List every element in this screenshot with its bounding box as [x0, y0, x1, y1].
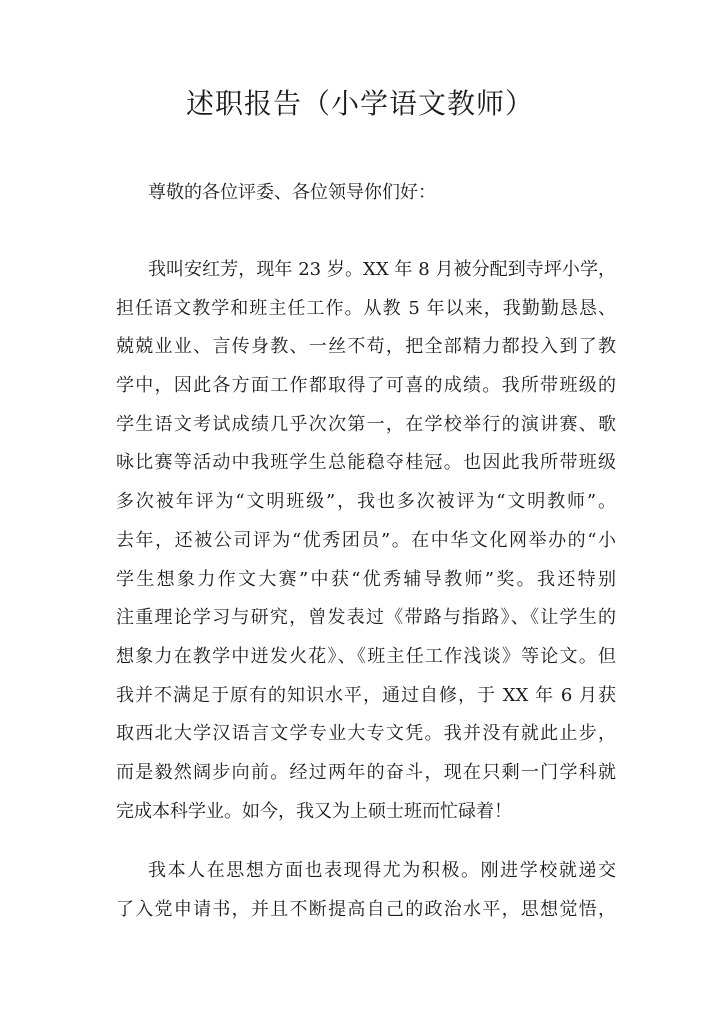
paragraph-line: 多次被年评为“文明班级”，我也多次被评为“文明教师”。 — [116, 491, 616, 513]
paragraph-line: 我叫安红芳，现年 23 岁。XX 年 8 月被分配到寺坪小学， — [148, 259, 616, 280]
paragraph-1 — [116, 251, 616, 831]
paragraph-line: 注重理论学习与研究，曾发表过《带路与指路》、《让学生的 — [116, 607, 616, 629]
paragraph-line: 想象力在教学中迸发火花》、《班主任工作浅谈》等论文。但 — [116, 645, 616, 667]
paragraph-line: 完成本科学业。如今，我又为上硕士班而忙碌着！ — [116, 800, 512, 822]
paragraph-line: 我本人在思想方面也表现得尤为积极。刚进学校就递交 — [148, 860, 616, 881]
paragraph-line: 而是毅然阔步向前。经过两年的奋斗，现在只剩一门学科就 — [116, 761, 616, 783]
paragraph-2 — [116, 852, 616, 929]
paragraph-line: 咏比赛等活动中我班学生总能稳夺桂冠。也因此我所带班级 — [116, 452, 616, 474]
paragraph-line: 学中，因此各方面工作都取得了可喜的成绩。我所带班级的 — [116, 375, 616, 397]
greeting-line: 尊敬的各位评委、各位领导你们好： — [148, 182, 436, 203]
paragraph-line: 了入党申请书，并且不断提高自己的政治水平，思想觉悟， — [116, 898, 616, 920]
paragraph-line: 担任语文教学和班主任工作。从教 5 年以来，我勤勤恳恳、 — [116, 297, 616, 319]
paragraph-line: 我并不满足于原有的知识水平，通过自修，于 XX 年 6 月获 — [116, 684, 616, 706]
paragraph-line: 去年，还被公司评为“优秀团员”。在中华文化网举办的“小 — [116, 529, 616, 551]
paragraph-line: 兢兢业业、言传身教、一丝不苟，把全部精力都投入到了教 — [116, 336, 616, 358]
paragraph-line: 取西北大学汉语言文学专业大专文凭。我并没有就此止步， — [116, 723, 616, 745]
paragraph-line: 学生语文考试成绩几乎次次第一，在学校举行的演讲赛、歌 — [116, 413, 616, 435]
document-title: 述职报告（小学语文教师） — [185, 87, 534, 120]
paragraph-line: 学生想象力作文大赛”中获“优秀辅导教师”奖。我还特别 — [116, 568, 616, 590]
